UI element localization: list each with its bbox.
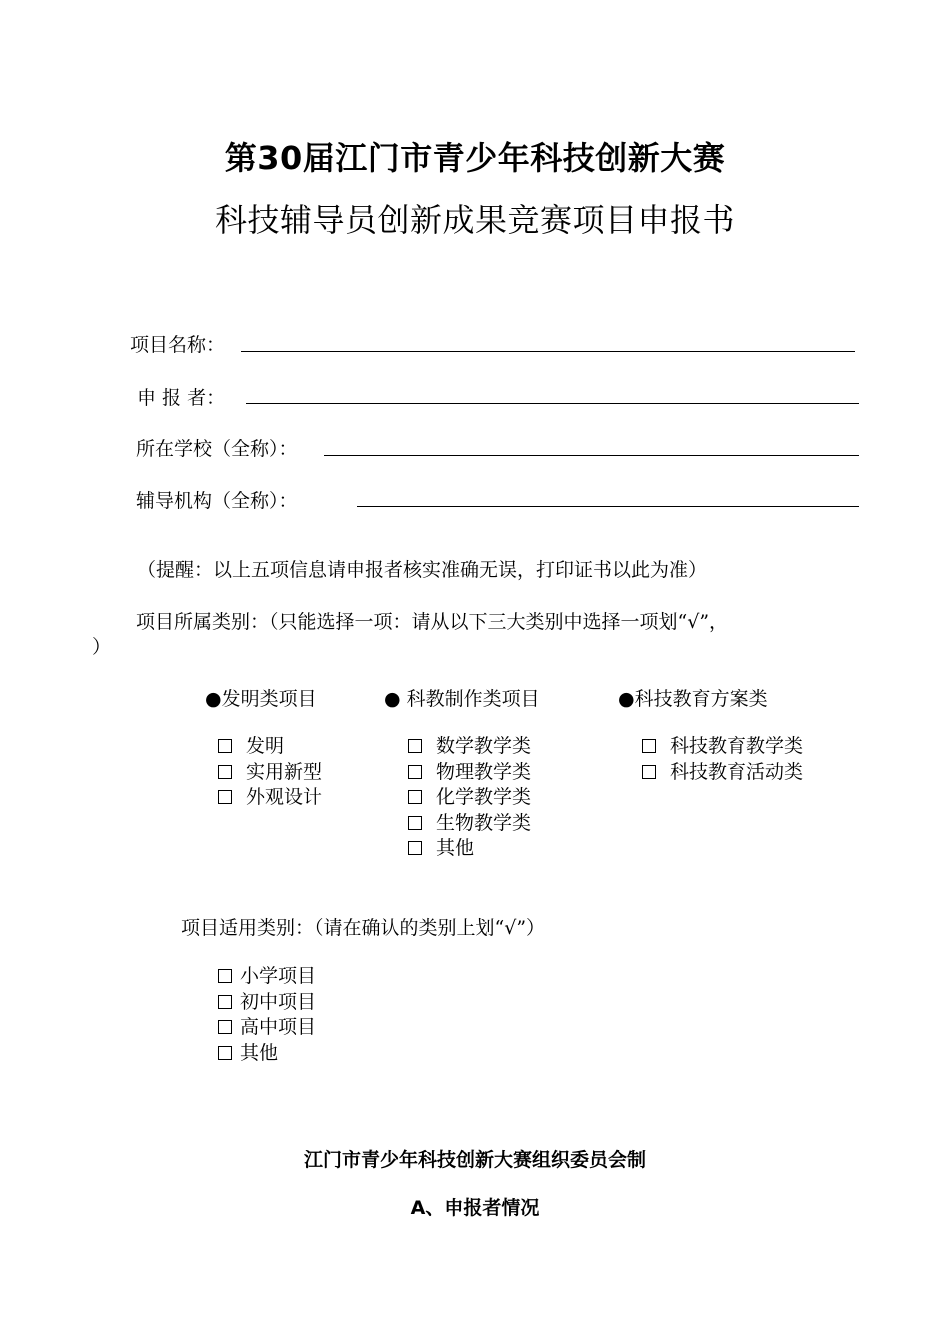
option-math[interactable]: 数学教学类: [408, 734, 531, 760]
reminder-note: （提醒：以上五项信息请申报者核实准确无误，打印证书以此为准）: [137, 559, 708, 581]
checkbox[interactable]: [408, 841, 422, 855]
option-other[interactable]: 其他: [408, 836, 531, 862]
document-title-line1: 第30届江门市青少年科技创新大赛: [224, 139, 726, 177]
checkbox[interactable]: [408, 739, 422, 753]
option-design[interactable]: 外观设计: [218, 785, 322, 811]
institution-field[interactable]: [357, 506, 859, 507]
option-applicable-other[interactable]: 其他: [218, 1041, 316, 1067]
institution-label: 辅导机构（全称）：: [136, 490, 298, 512]
option-invention[interactable]: 发明: [218, 734, 322, 760]
checkbox[interactable]: [218, 1046, 232, 1060]
option-edu-teaching[interactable]: 科技教育教学类: [642, 734, 803, 760]
project-name-label: 项目名称：: [130, 334, 226, 356]
category-teaching-aid-label: ● 科教制作类项目: [384, 688, 540, 710]
school-label: 所在学校（全称）：: [136, 438, 298, 460]
option-junior[interactable]: 初中项目: [218, 990, 316, 1016]
option-edu-activity[interactable]: 科技教育活动类: [642, 760, 803, 786]
category-prompt: 项目所属类别：（只能选择一项：请从以下三大类别中选择一项划“√”，: [136, 611, 729, 633]
checkbox[interactable]: [642, 739, 656, 753]
document-title-line2: 科技辅导员创新成果竞赛项目申报书: [214, 201, 735, 239]
applicant-field[interactable]: [246, 403, 859, 404]
checkbox[interactable]: [218, 995, 232, 1009]
checkbox[interactable]: [408, 790, 422, 804]
organizer-line: 江门市青少年科技创新大赛组织委员会制: [303, 1149, 646, 1171]
option-chemistry[interactable]: 化学教学类: [408, 785, 531, 811]
checkbox[interactable]: [218, 765, 232, 779]
checkbox[interactable]: [408, 765, 422, 779]
teaching-aid-options: [408, 734, 531, 862]
school-field[interactable]: [324, 455, 859, 456]
checkbox[interactable]: [642, 765, 656, 779]
option-senior[interactable]: 高中项目: [218, 1015, 316, 1041]
applicable-prompt: 项目适用类别：（请在确认的类别上划“√”）: [181, 917, 546, 939]
checkbox[interactable]: [218, 790, 232, 804]
section-heading: A、申报者情况: [410, 1197, 540, 1219]
category-prompt-end: ）: [92, 636, 112, 658]
category-invention-label: ●发明类项目: [205, 688, 317, 710]
option-primary[interactable]: 小学项目: [218, 964, 316, 990]
invention-options: [218, 734, 322, 811]
category-education-plan-label: ●科技教育方案类: [618, 688, 768, 710]
checkbox[interactable]: [218, 739, 232, 753]
applicant-label: 申 报 者：: [137, 387, 226, 409]
checkbox[interactable]: [218, 1020, 232, 1034]
checkbox[interactable]: [408, 816, 422, 830]
applicable-options: [218, 964, 316, 1066]
option-physics[interactable]: 物理教学类: [408, 760, 531, 786]
option-biology[interactable]: 生物教学类: [408, 811, 531, 837]
option-utility-model[interactable]: 实用新型: [218, 760, 322, 786]
education-plan-options: [642, 734, 803, 785]
checkbox[interactable]: [218, 969, 232, 983]
project-name-field[interactable]: [241, 351, 855, 352]
